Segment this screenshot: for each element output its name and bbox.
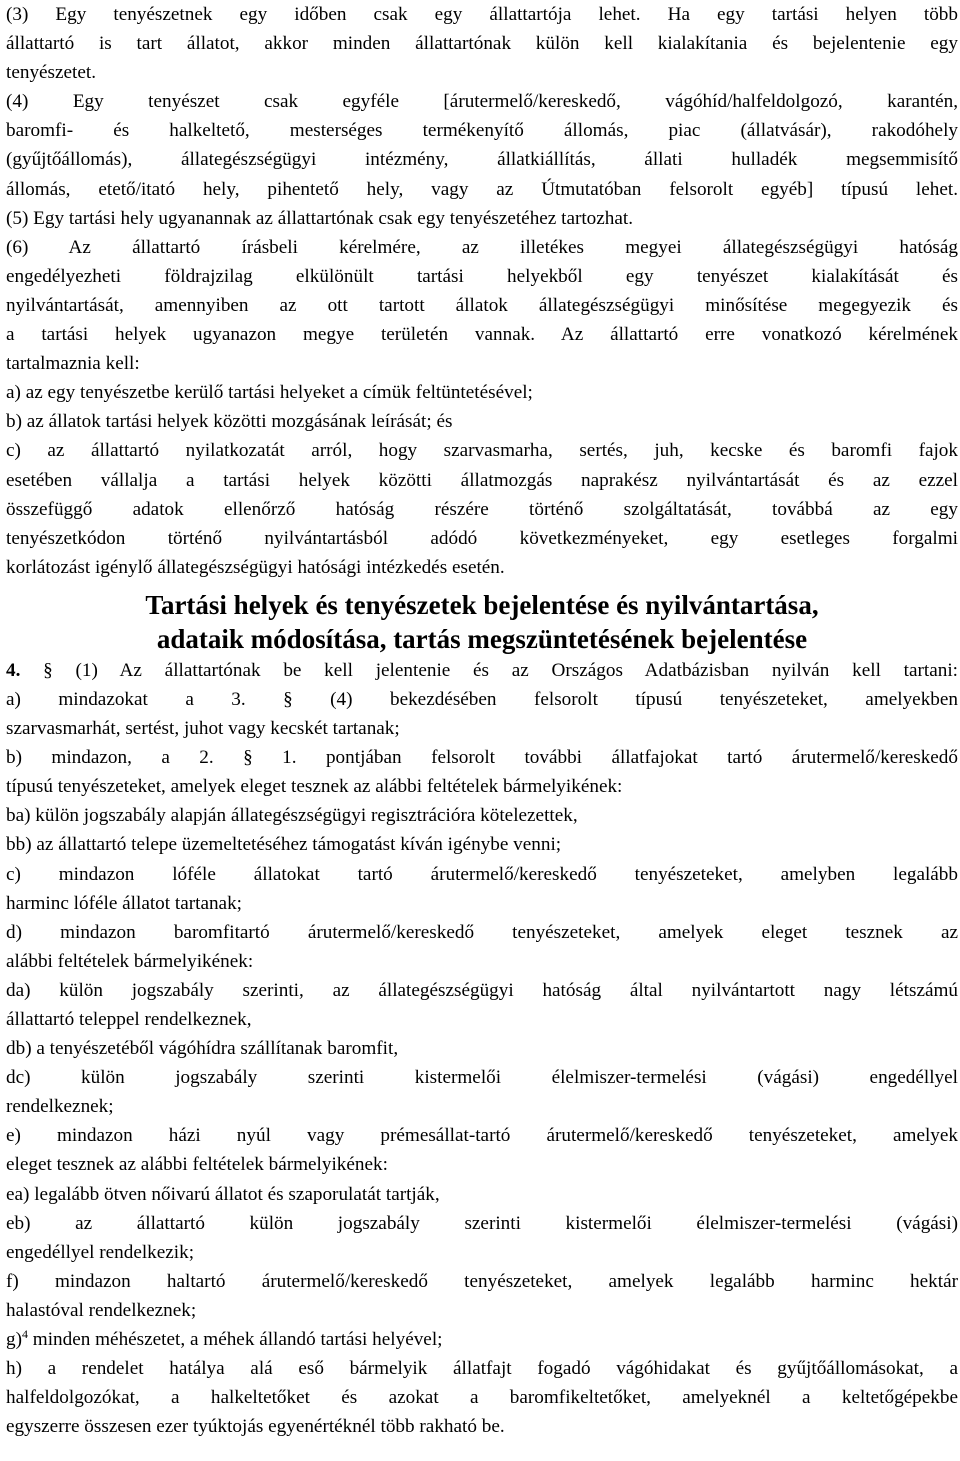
item-g-line <box>6 1325 958 1354</box>
text-line: bb) az állattartó telepe üzemeltetéséhez támogatást kíván igénybe venni; <box>6 834 562 856</box>
text-line: b) az állatok tartási helyek közötti mozgásának leírását; és <box>6 411 453 433</box>
text-line: egyszerre összesen ezer tyúktojás egyenértéknél több rakható be. <box>6 1416 505 1438</box>
section-4 <box>6 656 958 1442</box>
text-line: baromfi- és halkeltető, mesterséges termékenyítő állomás, piac (állatvásár), rakodóhely <box>6 120 958 142</box>
paragraph-5 <box>6 204 958 233</box>
text-line: harminc lóféle állatot tartanak; <box>6 892 243 914</box>
text-line: állattartó teleppel rendelkeznek, <box>6 1009 252 1030</box>
text-line: (5) Egy tartási hely ugyanannak az állattartónak csak egy tenyészetéhez tartozhat. <box>6 207 634 229</box>
text-line: típusú tenyészeteket, amelyek eleget tesznek az alábbi feltételek bármelyikének: <box>6 776 623 798</box>
text-line: db) a tenyészetéből vágóhídra szállítanak baromfit, <box>6 1038 399 1060</box>
text-line: ea) legalább ötven nőivarú állatot és szaporulatát tartják, <box>6 1183 440 1205</box>
text-line: tenyészetkódon történő nyilvántartásból adódó következményeket, egy esetleges forgalmi <box>6 527 958 549</box>
section-number: 4. <box>6 659 21 681</box>
text-line: (gyűjtőállomás), állategészségügyi intézmény, állatkiállítás, állati hulladék megsemmisítő <box>6 149 958 171</box>
text-line: h) a rendelet hatálya alá eső bármelyik állatfajt fogadó vágóhidakat és gyűjtőállomásokat, a <box>6 1358 958 1380</box>
text-line: ba) külön jogszabály alapján állategészségügyi regisztrációra kötelezettek, <box>6 805 578 827</box>
text-line: állomás, etető/itató hely, pihentető hely, vagy az Útmutatóban felsorolt egyéb] típusú lehet. <box>6 178 958 200</box>
text-line: a) mindazokat a 3. § (4) bekezdésében felsorolt típusú tenyészeteket, amelyekben <box>6 688 958 710</box>
text-line: rendelkeznek; <box>6 1096 114 1118</box>
text-line: esetében vállalja a tartási helyek közötti állatmozgás naprakész nyilvántartását és az ezzel <box>6 469 958 491</box>
text-line: c) az állattartó nyilatkozatát arról, hogy szarvasmarha, sertés, juh, kecske és baromfi fajok <box>6 440 958 462</box>
text-line: (3) Egy tenyészetnek egy időben csak egy állattartója lehet. Ha egy tartási helyen több <box>6 4 958 25</box>
section-4-first-line <box>6 656 958 685</box>
paragraph-6 <box>6 233 958 582</box>
paragraph-4 <box>6 87 958 203</box>
text-line: d) mindazon baromfitartó árutermelő/kereskedő tenyészeteket, amelyek eleget tesznek az <box>6 921 958 943</box>
text-line: összefüggő adatok ellenőrző hatóság részére történő szolgáltatását, továbbá az egy <box>6 498 958 520</box>
text-line: c) mindazon lóféle állatokat tartó árutermelő/kereskedő tenyészeteket, amelyben legalább <box>6 863 958 885</box>
footnote-marker[interactable]: 4 <box>21 1327 28 1342</box>
text-line: tenyészetet. <box>6 62 97 84</box>
text-line: engedéllyel rendelkezik; <box>6 1241 195 1263</box>
text-line: engedélyezheti földrajzilag elkülönült tartási helyekből egy tenyészet kialakítását és <box>6 265 958 287</box>
text-line: tartalmaznia kell: <box>6 353 140 375</box>
text-line: állattartó is tart állatot, akkor minden állattartónak külön kell kialakítania és bejelentenie egy <box>6 33 958 55</box>
section-first-line-text: § (1) Az állattartónak be kell jelentenie és az Országos Adatbázisban nyilván kell tartani: <box>20 659 958 681</box>
item-g-text: minden méhészetet, a méhek állandó tartási helyével; <box>27 1329 443 1351</box>
text-line: a) az egy tenyészetbe kerülő tartási helyeket a címük feltüntetésével; <box>6 382 533 404</box>
text-line: dc) külön jogszabály szerinti kistermelői élelmiszer-termelési (vágási) engedéllyel <box>6 1067 958 1089</box>
text-line: (6) Az állattartó írásbeli kérelmére, az illetékes megyei állategészségügyi hatóság <box>6 236 958 258</box>
text-line: szarvasmarhát, sertést, juhot vagy kecskét tartanak; <box>6 718 400 740</box>
text-line: eb) az állattartó külön jogszabály szerinti kistermelői élelmiszer-termelési (vágási) <box>6 1212 958 1234</box>
text-line: (4) Egy tenyészet csak egyféle [árutermelő/kereskedő, vágóhíd/halfeldolgozó, karantén, <box>6 91 958 113</box>
text-line: eleget tesznek az alábbi feltételek bármelyikének: <box>6 1154 388 1176</box>
text-line: korlátozást igénylő állategészségügyi hatósági intézkedés esetén. <box>6 556 505 578</box>
text-line: alábbi feltételek bármelyikének: <box>6 950 254 972</box>
text-line: a tartási helyek ugyanazon megye területén vannak. Az állattartó erre vonatkozó kérelmének <box>6 324 958 346</box>
text-line: nyilvántartását, amennyiben az ott tartott állatok állategészségügyi minősítése megegyezik és <box>6 294 958 316</box>
text-line: halastóval rendelkeznek; <box>6 1299 197 1321</box>
text-line: halfeldolgozókat, a halkeltetőket és azokat a baromfikeltetőket, amelyeknél a keltetőgépekbe <box>6 1387 958 1409</box>
text-line: f) mindazon haltartó árutermelő/kereskedő tenyészeteket, amelyek legalább harminc hektár <box>6 1270 958 1292</box>
text-line: e) mindazon házi nyúl vagy prémesállat-tartó árutermelő/kereskedő tenyészeteket, amelyek <box>6 1125 958 1147</box>
paragraph-3 <box>6 0 958 87</box>
text-line: da) külön jogszabály szerinti, az állategészségügyi hatóság által nyilvántartott nagy létszámú <box>6 979 958 1001</box>
text-line: b) mindazon, a 2. § 1. pontjában felsorolt további állatfajokat tartó árutermelő/kereskedő <box>6 747 958 769</box>
item-g-prefix: g) <box>6 1329 22 1351</box>
heading-line: adataik módosítása, tartás megszüntetésének bejelentése <box>156 623 808 654</box>
section-heading <box>6 582 958 656</box>
heading-line: Tartási helyek és tenyészetek bejelentése és nyilvántartása, <box>145 589 819 620</box>
